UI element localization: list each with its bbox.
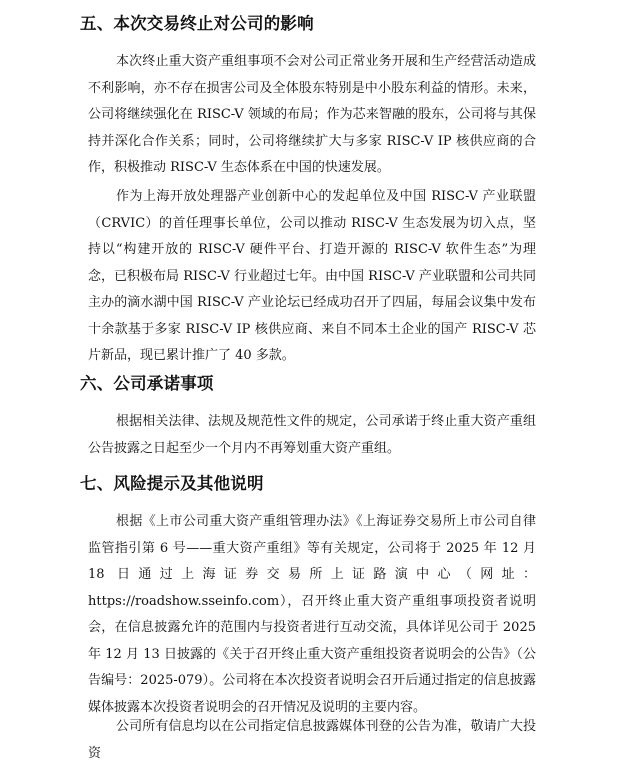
section-title-impact: 五、本次交易终止对公司的影响 bbox=[80, 14, 314, 33]
section-title-risk: 七、风险提示及其他说明 bbox=[80, 474, 264, 493]
paragraph-impact-2: 作为上海开放处理器产业创新中心的发起单位及中国 RISC-V 产业联盟（CRVIC）的首任理事长单位，公司以推动 RISC-V 生态发展为切入点，坚持以“构建开放的 RISC-V 硬件平台、打造开源的 RISC-V 软件生态”为理念，已积极布局 RISC-V 行业超过七年。由中国 RISC-V 产业联盟和公司共同主办的滴水湖中国 RISC-V 产业论坛已经成功召开了四届，每届会议集中发布十余款基于多家 RISC-V IP 核供应商、来自不同本土企业的国产 RISC-V 芯片新品，现已累计推广了 40 多款。 bbox=[88, 189, 536, 363]
paragraph-risk-2: 公司所有信息均以在公司指定信息披露媒体刊登的公告为准，敬请广大投资 bbox=[88, 719, 536, 761]
paragraph-commitments: 根据相关法律、法规及规范性文件的规定，公司承诺于终止重大资产重组公告披露之日起至少一个月内不再筹划重大资产重组。 bbox=[88, 414, 536, 456]
paragraph-impact-1: 本次终止重大资产重组事项不会对公司正常业务开展和生产经营活动造成不利影响，亦不存在损害公司及全体股东特别是中小股东利益的情形。未来，公司将继续强化在 RISC-V 领域的布局；作为芯来智融的股东，公司将与其保持并深化合作关系；同时，公司将继续扩大与多家 RISC-V IP 核供应商的合作，积极推动 RISC-V 生态体系在中国的快速发展。 bbox=[88, 54, 536, 175]
paragraph-risk-1: 根据《上市公司重大资产重组管理办法》《上海证券交易所上市公司自律监管指引第 6 号——重大资产重组》等有关规定，公司将于 2025 年 12 月 18 日通过上海证券交易所上证路演中心（网址：https://roadshow.sseinfo.com），召开终止重大资产重组事项投资者说明会，在信息披露允许的范围内与投资者进行互动交流，具体详见公司于 2025 年 12 月 13 日披露的《关于召开终止重大资产重组投资者说明会的公告》（公告编号：2025-079）。公司将在本次投资者说明会召开后通过指定的信息披露媒体披露本次投资者说明会的召开情况及说明的主要内容。 bbox=[88, 514, 536, 715]
section-title-commitments: 六、公司承诺事项 bbox=[80, 374, 214, 393]
